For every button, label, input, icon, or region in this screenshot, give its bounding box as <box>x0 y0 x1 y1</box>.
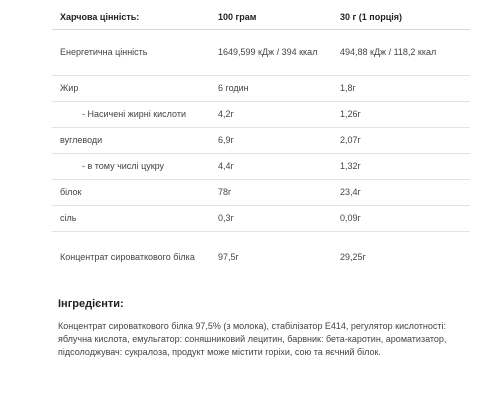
value-per-serving: 23,4г <box>332 180 470 206</box>
value-per-100g: 6,9г <box>210 128 332 154</box>
table-row <box>52 232 470 283</box>
table-row <box>52 128 470 154</box>
nutrition-header-row <box>52 4 470 30</box>
value-per-serving: 494,88 кДж / 118,2 ккал <box>332 30 470 76</box>
value-per-serving: 1,8г <box>332 76 470 102</box>
value-per-serving: 2,07г <box>332 128 470 154</box>
value-per-100g: 1649,599 кДж / 394 ккал <box>210 30 332 76</box>
header-per-100g: 100 грам <box>210 4 332 30</box>
table-row <box>52 30 470 76</box>
value-per-100g: 4,4г <box>210 154 332 180</box>
table-row <box>52 102 470 128</box>
nutrient-name: - Насичені жирні кислоти <box>52 102 210 128</box>
table-row <box>52 206 470 232</box>
value-per-100g: 97,5г <box>218 251 239 262</box>
table-row <box>52 76 470 102</box>
header-nutrition-value: Харчова цінність: <box>52 4 210 30</box>
table-row <box>52 180 470 206</box>
nutrient-name: - в тому числі цукру <box>52 154 210 180</box>
header-per-serving: 30 г (1 порція) <box>332 4 470 30</box>
ingredients-text: Концентрат сироваткового білка 97,5% (з молока), стабілізатор E414, регулятор кислотності: яблучна кислота, емульгатор: соняшниковий лецитин, барвник: бета-каротин, ароматизатор, підсолоджувач: сукралоза, продукт може містити горіхи, сою та яєчний білок. <box>58 321 447 357</box>
table-row <box>52 154 470 180</box>
value-per-serving: 0,09г <box>332 206 470 232</box>
value-per-serving: 29,25г <box>340 251 366 262</box>
value-per-100g: 0,3г <box>210 206 332 232</box>
value-per-serving: 1,32г <box>332 154 470 180</box>
value-per-100g: 78г <box>210 180 332 206</box>
value-per-serving: 1,26г <box>332 102 470 128</box>
value-per-100g: 6 годин <box>210 76 332 102</box>
ingredients-title: Інгредієнти: <box>58 298 124 310</box>
nutrient-name: Жир <box>52 76 210 102</box>
nutrient-name: сіль <box>52 206 210 232</box>
nutrient-name: білок <box>52 180 210 206</box>
nutrient-name: вуглеводи <box>52 128 210 154</box>
nutrition-table <box>52 4 470 282</box>
value-per-100g: 4,2г <box>210 102 332 128</box>
nutrient-name: Концентрат сироваткового білка <box>60 251 195 262</box>
nutrient-name: Енергетична цінність <box>52 30 210 76</box>
